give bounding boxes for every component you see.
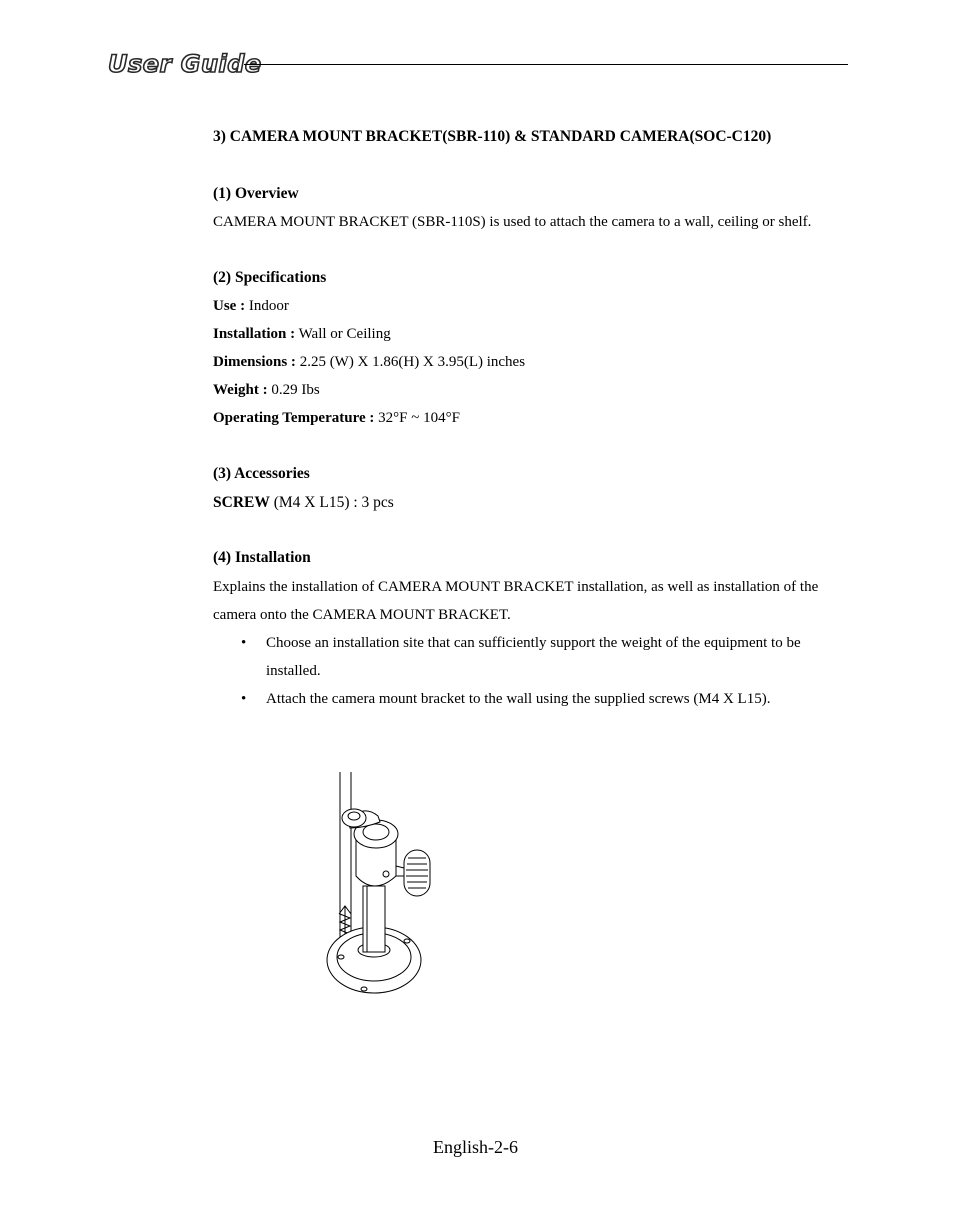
bullet-icon: •: [241, 691, 247, 707]
specifications-heading: (2) Specifications: [213, 269, 327, 286]
spec-value: Wall or Ceiling: [295, 326, 391, 342]
spec-label: Use :: [213, 298, 246, 314]
accessory-value: (M4 X L15) : 3 pcs: [269, 494, 394, 511]
swivel-head-icon: [354, 820, 398, 886]
accessories-heading: (3) Accessories: [213, 465, 310, 482]
overview-heading: (1) Overview: [213, 185, 299, 202]
overview-text: CAMERA MOUNT BRACKET (SBR-110S) is used to attach the camera to a wall, ceiling or shelf.: [213, 214, 812, 230]
spec-value: 0.29 Ibs: [267, 382, 320, 398]
camera-mount-bracket-illustration: [318, 768, 448, 1004]
spec-dimensions: [213, 354, 525, 371]
spec-value: Indoor: [245, 298, 289, 314]
user-guide-logo: User Guide: [108, 50, 262, 78]
accessory-item: [213, 494, 394, 512]
bracket-pole-icon: [363, 886, 385, 952]
spec-label: Installation :: [213, 326, 296, 342]
spec-value: 2.25 (W) X 1.86(H) X 3.95(L) inches: [295, 354, 526, 370]
page-number: English-2-6: [433, 1137, 518, 1157]
spec-label: Dimensions :: [213, 354, 296, 370]
header-divider: [244, 64, 848, 65]
bullet-text: Attach the camera mount bracket to the wall using the supplied screws (M4 X L15).: [266, 691, 771, 707]
section-title: 3) CAMERA MOUNT BRACKET(SBR-110) & STANDARD CAMERA(SOC-C120): [213, 128, 772, 145]
spec-label: Weight :: [213, 382, 268, 398]
accessory-label: SCREW: [213, 494, 270, 511]
installation-heading: (4) Installation: [213, 549, 311, 566]
spec-weight: [213, 382, 320, 399]
installation-intro-line1: Explains the installation of CAMERA MOUNT BRACKET installation, as well as installation of the: [213, 579, 819, 595]
spec-use: [213, 298, 289, 315]
bullet-icon: •: [241, 635, 247, 651]
spec-value: 32°F ~ 104°F: [374, 410, 460, 426]
spec-label: Operating Temperature :: [213, 410, 375, 426]
spec-installation: [213, 326, 391, 343]
thumb-knob-icon: [396, 850, 430, 896]
spec-operating-temperature: [213, 410, 460, 427]
bullet-text: Choose an installation site that can sufficiently support the weight of the equipment to be: [266, 635, 801, 651]
installation-intro-line2: camera onto the CAMERA MOUNT BRACKET.: [213, 607, 511, 623]
bullet-text-continued: installed.: [266, 663, 321, 679]
